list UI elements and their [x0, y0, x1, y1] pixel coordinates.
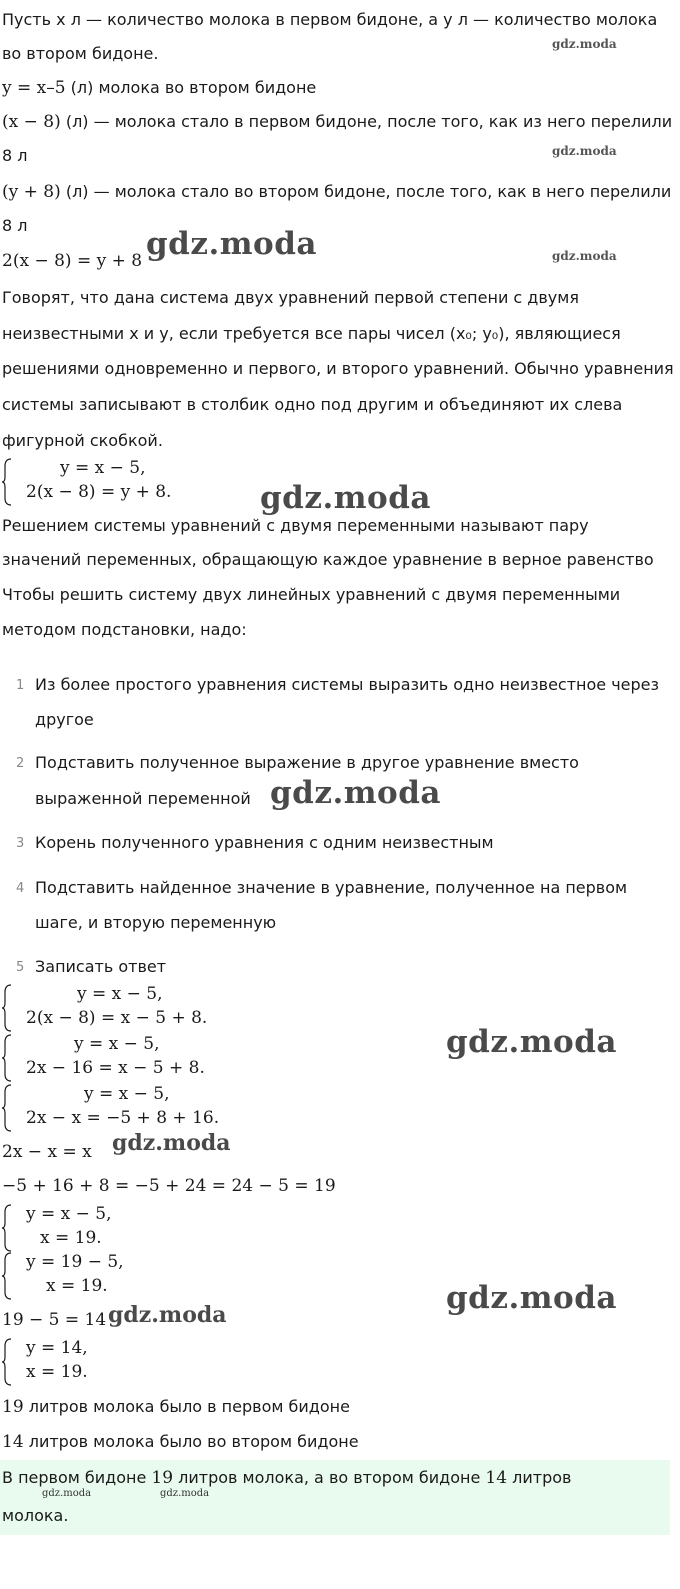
watermark: gdz.moda: [108, 1302, 227, 1328]
equation-row: 2x − 16 = x − 5 + 8.: [26, 1058, 205, 1078]
list-text: Из более простого уравнения системы выразить одно неизвестное через: [35, 675, 660, 694]
equation-row: 2(x − 8) = y + 8.: [26, 482, 172, 502]
answer-number: 19: [151, 1468, 174, 1488]
math-expression: (y + 8): [2, 182, 61, 202]
result-number: 19: [2, 1397, 24, 1417]
paragraph-line: Говорят, что дана система двух уравнений первой степени с двумя: [2, 288, 579, 307]
list-number: 1: [16, 678, 25, 693]
math-expression: y = x–5: [2, 78, 66, 98]
result-number: 14: [2, 1432, 24, 1452]
equation-system-2: [2, 984, 262, 1032]
equation-row: x = 19.: [40, 1228, 102, 1248]
text-fragment: (л) — молока стало в первом бидоне, после того, как из него перелили: [60, 112, 673, 131]
equation-row: y = x − 5,: [26, 1204, 112, 1224]
text-fragment: (л) — молока стало во втором бидоне, после того, как в него перелили: [60, 182, 672, 201]
watermark: gdz.moda: [112, 1130, 231, 1156]
paragraph-line: Решением системы уравнений с двумя переменными называют пару: [2, 516, 589, 535]
equation-system-7: [2, 1338, 202, 1386]
text-line-7: 8 л: [2, 216, 28, 235]
list-text: выраженной переменной: [35, 789, 251, 808]
list-number: 3: [16, 836, 25, 851]
equation-system-6: [2, 1252, 202, 1300]
text-fragment: литров молока было во втором бидоне: [23, 1432, 359, 1451]
equation-system-5: [2, 1204, 202, 1252]
equation-system-4: [2, 1084, 262, 1132]
text-fragment: литров молока было в первом бидоне: [23, 1397, 350, 1416]
brace-icon: [2, 1204, 12, 1252]
watermark: gdz.moda: [146, 226, 317, 262]
equation-main: 2(x − 8) = y + 8: [2, 251, 143, 271]
list-text: Подставить найденное значение в уравнение, полученное на первом: [35, 878, 628, 897]
list-number: 5: [16, 960, 25, 975]
paragraph-line: системы записывают в столбик одно под другим и объединяют их слева: [2, 395, 623, 414]
watermark: gdz.moda: [552, 37, 617, 51]
equation-system-1: [2, 458, 262, 506]
watermark: gdz.moda: [160, 1488, 210, 1499]
list-text: Записать ответ: [35, 957, 167, 976]
text-fragment: (л) молока во втором бидоне: [65, 78, 317, 97]
list-text: другое: [35, 710, 94, 729]
text-fragment: литров: [507, 1468, 572, 1487]
brace-icon: [2, 1338, 12, 1386]
text-line-4: [2, 112, 672, 132]
list-number: 4: [16, 881, 25, 896]
list-text: Корень полученного уравнения с одним неизвестным: [35, 833, 494, 852]
watermark: gdz.moda: [446, 1280, 617, 1316]
equation-row: 2(x − 8) = x − 5 + 8.: [26, 1008, 208, 1028]
answer-line-1: [2, 1468, 571, 1488]
equation-row: x = 19.: [46, 1276, 108, 1296]
brace-icon: [2, 1084, 12, 1132]
math-expression: (x − 8): [2, 112, 61, 132]
equation-row: y = x − 5,: [77, 984, 163, 1004]
equation-row: y = 19 − 5,: [26, 1252, 124, 1272]
equation-row: y = x − 5,: [84, 1084, 170, 1104]
watermark: gdz.moda: [552, 144, 617, 158]
answer-number: 14: [485, 1468, 508, 1488]
text-line-6: [2, 182, 671, 202]
equation-y: [2, 78, 316, 98]
brace-icon: [2, 1252, 12, 1300]
result-line-2: [2, 1432, 359, 1452]
text-line-5: 8 л: [2, 146, 28, 165]
equation-system-3: [2, 1034, 262, 1082]
equation-row: x = 19.: [26, 1362, 88, 1382]
brace-icon: [2, 458, 12, 506]
paragraph-line: методом подстановки, надо:: [2, 620, 247, 639]
calc-line-1: 2x − x = x: [2, 1142, 92, 1162]
text-line-1: Пусть x л — количество молока в первом бидоне, а y л — количество молока: [2, 10, 658, 29]
watermark: gdz.moda: [260, 480, 431, 516]
watermark: gdz.moda: [552, 249, 617, 263]
list-text: шаге, и вторую переменную: [35, 913, 277, 932]
paragraph-line: неизвестными x и y, если требуется все пары чисел (x₀; y₀), являющиеся: [2, 324, 621, 343]
equation-row: y = x − 5,: [74, 1034, 160, 1054]
calc-line-3: 19 − 5 = 14: [2, 1310, 107, 1330]
list-number: 2: [16, 756, 25, 771]
paragraph-line: Чтобы решить систему двух линейных уравнений с двумя переменными: [2, 585, 621, 604]
text-line-2: во втором бидоне.: [2, 44, 159, 63]
brace-icon: [2, 984, 12, 1032]
watermark: gdz.moda: [42, 1488, 92, 1499]
list-text: Подставить полученное выражение в другое уравнение вместо: [35, 753, 579, 772]
answer-line-2: молока.: [2, 1506, 69, 1525]
equation-row: 2x − x = −5 + 8 + 16.: [26, 1108, 220, 1128]
paragraph-line: фигурной скобкой.: [2, 431, 163, 450]
equation-row: y = 14,: [26, 1338, 88, 1358]
paragraph-line: значений переменных, обращающую каждое уравнение в верное равенство: [2, 550, 654, 569]
equation-row: y = x − 5,: [60, 458, 146, 478]
watermark: gdz.moda: [270, 775, 441, 811]
calc-line-2: −5 + 16 + 8 = −5 + 24 = 24 − 5 = 19: [2, 1176, 336, 1196]
brace-icon: [2, 1034, 12, 1082]
text-fragment: литров молока, а во втором бидоне: [173, 1468, 486, 1487]
text-fragment: В первом бидоне: [2, 1468, 152, 1487]
watermark: gdz.moda: [446, 1024, 617, 1060]
result-line-1: [2, 1397, 350, 1417]
paragraph-line: решениями одновременно и первого, и второго уравнений. Обычно уравнения: [2, 359, 674, 378]
